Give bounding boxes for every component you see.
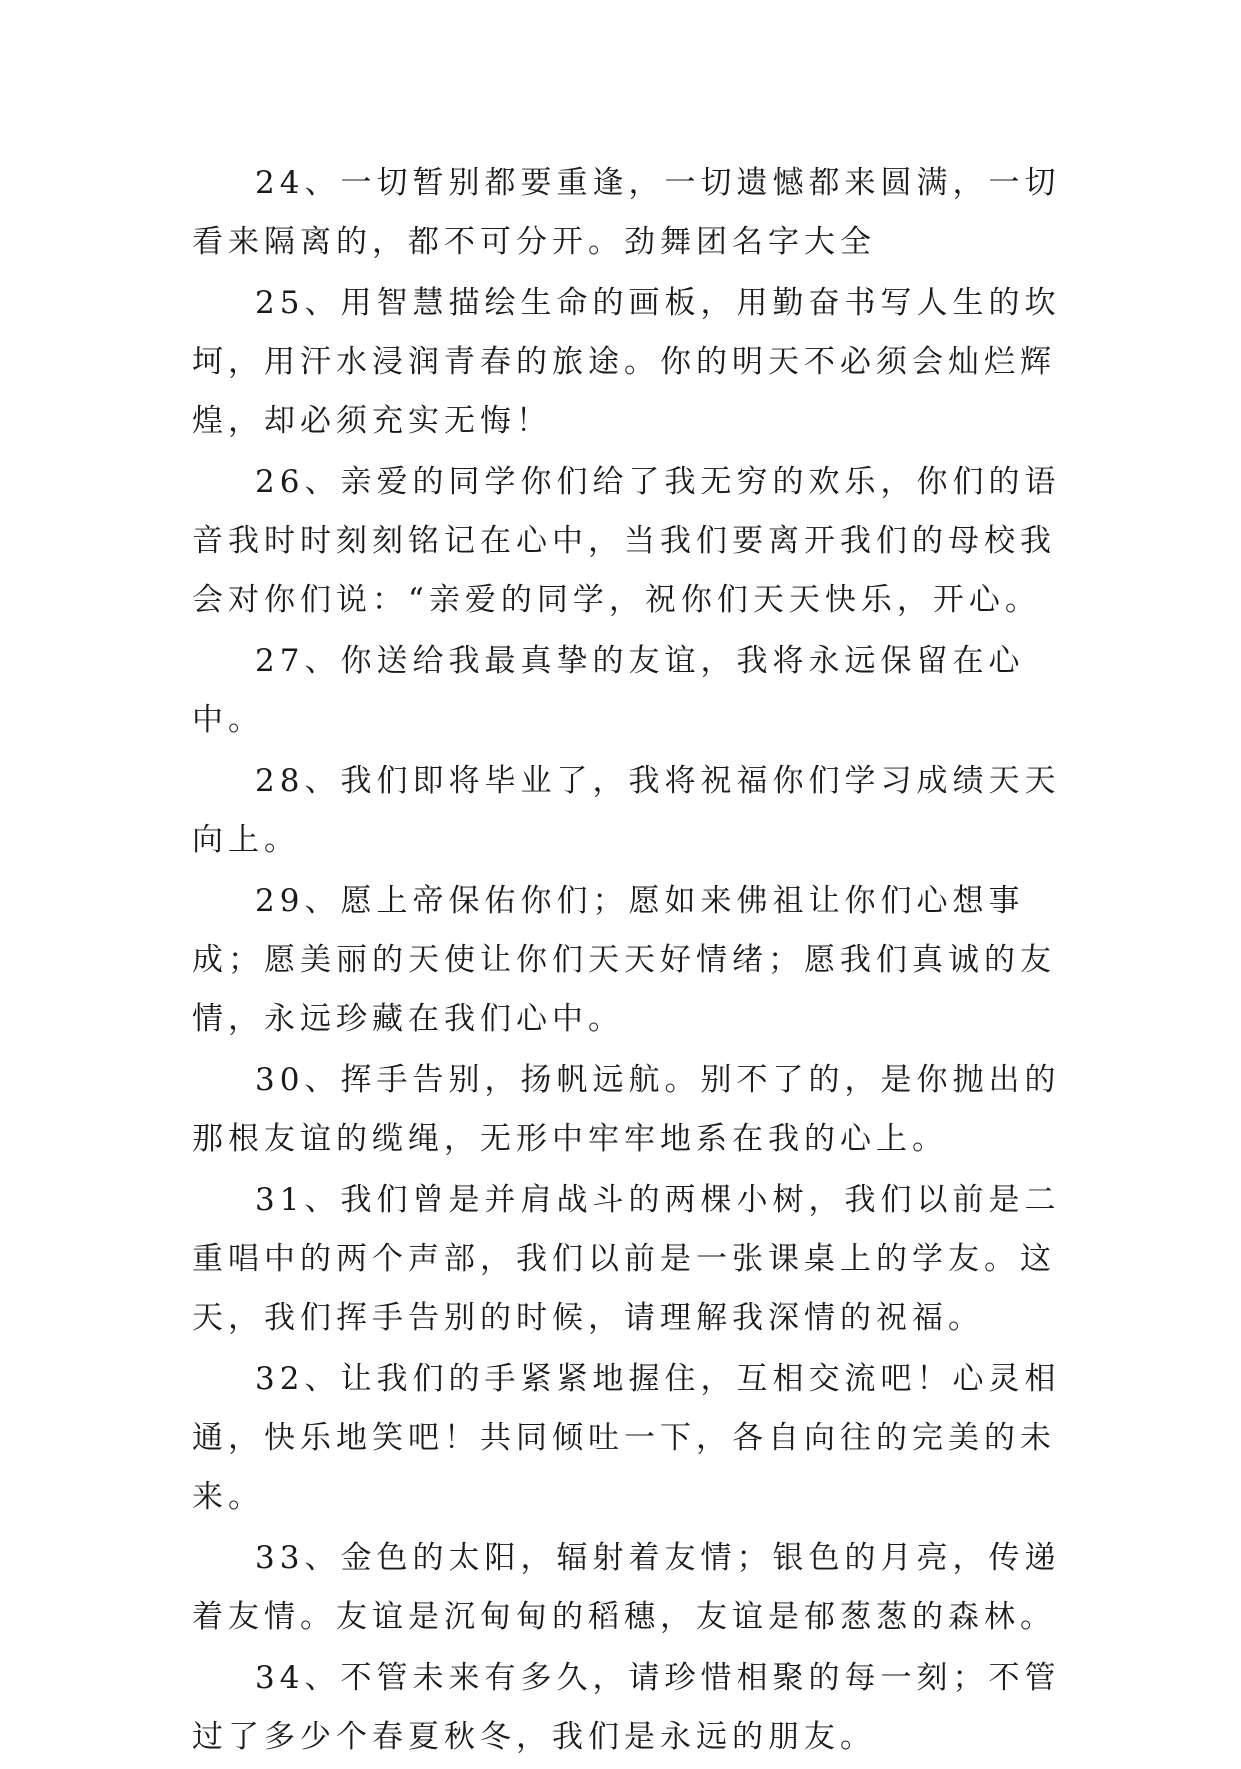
paragraph-30: 30、挥手告别，扬帆远航。别不了的，是你抛出的那根友谊的缆绳，无形中牢牢地系在我的心上。	[192, 1062, 1061, 1157]
document-body	[192, 154, 1062, 1769]
paragraph-32: 32、让我们的手紧紧地握住，互相交流吧！心灵相通，快乐地笑吧！共同倾吐一下，各自向往的完美的未来。	[192, 1361, 1061, 1515]
paragraph-31: 31、我们曾是并肩战斗的两棵小树，我们以前是二重唱中的两个声部，我们以前是一张课桌上的学友。这天，我们挥手告别的时候，请理解我深情的祝福。	[192, 1182, 1061, 1336]
paragraph-33: 33、金色的太阳，辐射着友情；银色的月亮，传递着友情。友谊是沉甸甸的稻穗，友谊是郁葱葱的森林。	[192, 1540, 1061, 1635]
paragraph-28: 28、我们即将毕业了，我将祝福你们学习成绩天天向上。	[192, 763, 1061, 858]
paragraph-26: 26、亲爱的同学你们给了我无穷的欢乐，你们的语音我时时刻刻铭记在心中，当我们要离开我们的母校我会对你们说：“亲爱的同学，祝你们天天快乐，开心。	[192, 464, 1061, 618]
paragraph-27: 27、你送给我最真挚的友谊，我将永远保留在心中。	[192, 643, 1025, 738]
paragraph-29: 29、愿上帝保佑你们；愿如来佛祖让你们心想事成；愿美丽的天使让你们天天好情绪；愿我们真诚的友情，永远珍藏在我们心中。	[192, 883, 1056, 1037]
paragraph-34: 34、不管未来有多久，请珍惜相聚的每一刻；不管过了多少个春夏秋冬，我们是永远的朋友。	[192, 1660, 1061, 1755]
paragraph-25: 25、用智慧描绘生命的画板，用勤奋书写人生的坎坷，用汗水浸润青春的旅途。你的明天不必须会灿烂辉煌，却必须充实无悔！	[192, 285, 1061, 439]
paragraph-24: 24、一切暂别都要重逢，一切遗憾都来圆满，一切看来隔离的，都不可分开。劲舞团名字大全	[192, 165, 1061, 260]
